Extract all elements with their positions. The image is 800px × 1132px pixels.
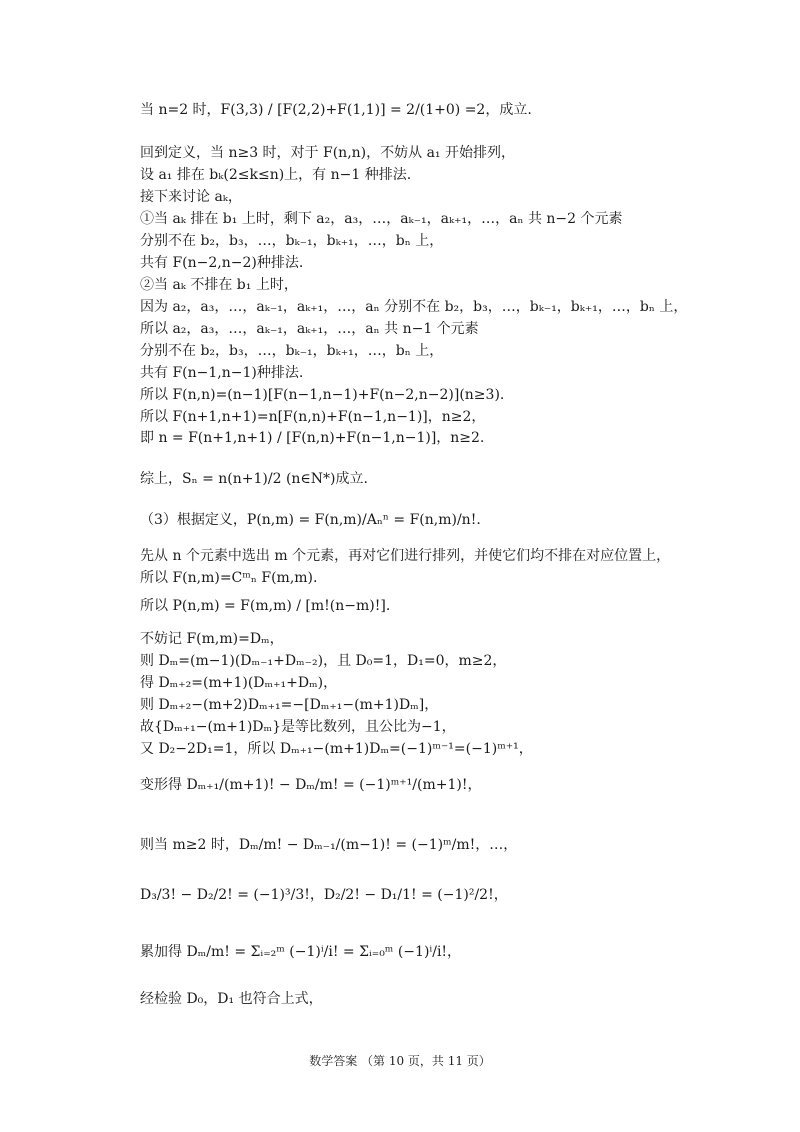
line-20: 所以 P(n,m) = F(m,m) / [m!(n−m)!].: [140, 598, 391, 614]
line-1: 当 n=2 时，F(3,3) / [F(2,2)+F(1,1)] = 2/(1+0) =2，成立.: [140, 102, 532, 118]
line-4: 接下来讨论 aₖ，: [140, 189, 242, 205]
line-18: 先从 n 个元素中选出 m 个元素，再对它们进行排列，并使它们均不排在对应位置上，: [140, 548, 671, 564]
line-29: D₃/3! − D₂/2! = (−1)³/3!，D₂/2! − D₁/1! = (−1)²/2!，: [140, 887, 508, 903]
line-27: 变形得 Dₘ₊₁/(m+1)! − Dₘ/m! = (−1)ᵐ⁺¹/(m+1)!，: [140, 777, 482, 793]
line-31: 经检验 D₀，D₁ 也符合上式，: [140, 991, 323, 1007]
line-19: 所以 F(n,m)=Cᵐₙ F(m,m).: [140, 570, 318, 586]
line-7: 共有 F(n−2,n−2)种排法.: [140, 255, 304, 271]
line-23: 得 Dₘ₊₂=(m+1)(Dₘ₊₁+Dₘ)，: [140, 675, 338, 691]
line-8: ②当 aₖ 不排在 b₁ 上时，: [140, 277, 298, 293]
line-3: 设 a₁ 排在 bₖ(2≤k≤n)上，有 n−1 种排法.: [140, 167, 412, 183]
line-6: 分别不在 b₂，b₃，…，bₖ₋₁，bₖ₊₁，…，bₙ 上，: [140, 233, 444, 249]
line-10: 所以 a₂，a₃，…，aₖ₋₁，aₖ₊₁，…，aₙ 共 n−1 个元素: [140, 321, 479, 337]
line-5: ①当 aₖ 排在 b₁ 上时，剩下 a₂，a₃，…，aₖ₋₁，aₖ₊₁，…，aₙ 共 n−2 个元素: [140, 211, 623, 227]
line-24: 则 Dₘ₊₂−(m+2)Dₘ₊₁=−[Dₘ₊₁−(m+1)Dₘ]，: [140, 697, 439, 713]
line-2: 回到定义，当 n≥3 时，对于 F(n,n)，不妨从 a₁ 开始排列，: [140, 145, 515, 161]
line-12: 共有 F(n−1,n−1)种排法.: [140, 365, 304, 381]
line-13: 所以 F(n,n)=(n−1)[F(n−1,n−1)+F(n−2,n−2)](n≥3).: [140, 387, 505, 403]
line-22: 则 Dₘ=(m−1)(Dₘ₋₁+Dₘ₋₂)，且 D₀=1，D₁=0，m≥2，: [140, 653, 507, 669]
line-28: 则当 m≥2 时，Dₘ/m! − Dₘ₋₁/(m−1)! = (−1)ᵐ/m!，…，: [140, 837, 518, 853]
line-21: 不妨记 F(m,m)=Dₘ，: [140, 631, 284, 647]
line-17: （3）根据定义，P(n,m) = F(n,m)/Aₙⁿ = F(n,m)/n!.: [140, 512, 481, 528]
page-footer: 数学答案 （第 10 页，共 11 页）: [309, 1054, 491, 1068]
line-9: 因为 a₂，a₃，…，aₖ₋₁，aₖ₊₁，…，aₙ 分别不在 b₂，b₃，…，bₖ₋₁，bₖ₊₁，…，bₙ 上，: [140, 299, 688, 315]
line-26: 又 D₂−2D₁=1，所以 Dₘ₊₁−(m+1)Dₘ=(−1)ᵐ⁻¹=(−1)ᵐ⁺¹，: [140, 741, 533, 757]
line-16: 综上，Sₙ = n(n+1)/2 (n∈N*)成立.: [140, 471, 368, 487]
line-30: 累加得 Dₘ/m! = Σᵢ₌₂ᵐ (−1)ⁱ/i! = Σᵢ₌₀ᵐ (−1)ⁱ/i!，: [140, 944, 462, 960]
line-15: 即 n = F(n+1,n+1) / [F(n,n)+F(n−1,n−1)]，n≥2.: [140, 430, 485, 446]
line-25: 故{Dₘ₊₁−(m+1)Dₘ}是等比数列，且公比为−1，: [140, 719, 456, 735]
line-14: 所以 F(n+1,n+1)=n[F(n,n)+F(n−1,n−1)]，n≥2，: [140, 409, 486, 425]
line-11: 分别不在 b₂，b₃，…，bₖ₋₁，bₖ₊₁，…，bₙ 上，: [140, 343, 444, 359]
